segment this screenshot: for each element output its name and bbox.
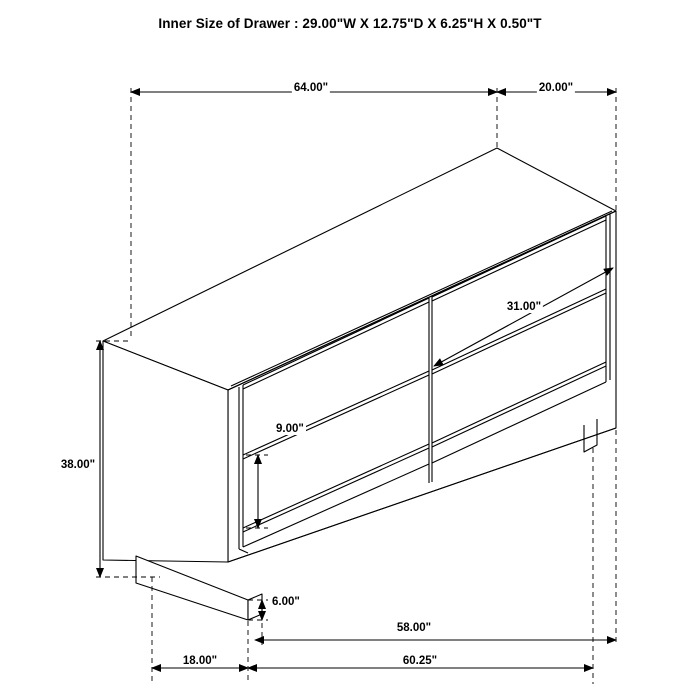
dresser-body — [103, 148, 616, 620]
dim-drawer-diagonal: 31.00" — [506, 301, 542, 313]
dim-front-width-outer: 60.25" — [402, 655, 438, 667]
dim-drawer-front-height: 9.00" — [276, 423, 304, 435]
dim-base-height: 6.00" — [272, 596, 300, 608]
dim-overall-height: 38.00" — [60, 459, 96, 471]
dim-front-width-inner: 58.00" — [396, 622, 432, 634]
dim-top-right-depth: 20.00" — [538, 82, 574, 94]
dim-top-width: 64.00" — [293, 82, 329, 94]
page-title: Inner Size of Drawer : 29.00"W X 12.75"D X 6.25"H X 0.50"T — [158, 16, 542, 31]
dim-side-depth: 18.00" — [182, 655, 218, 667]
